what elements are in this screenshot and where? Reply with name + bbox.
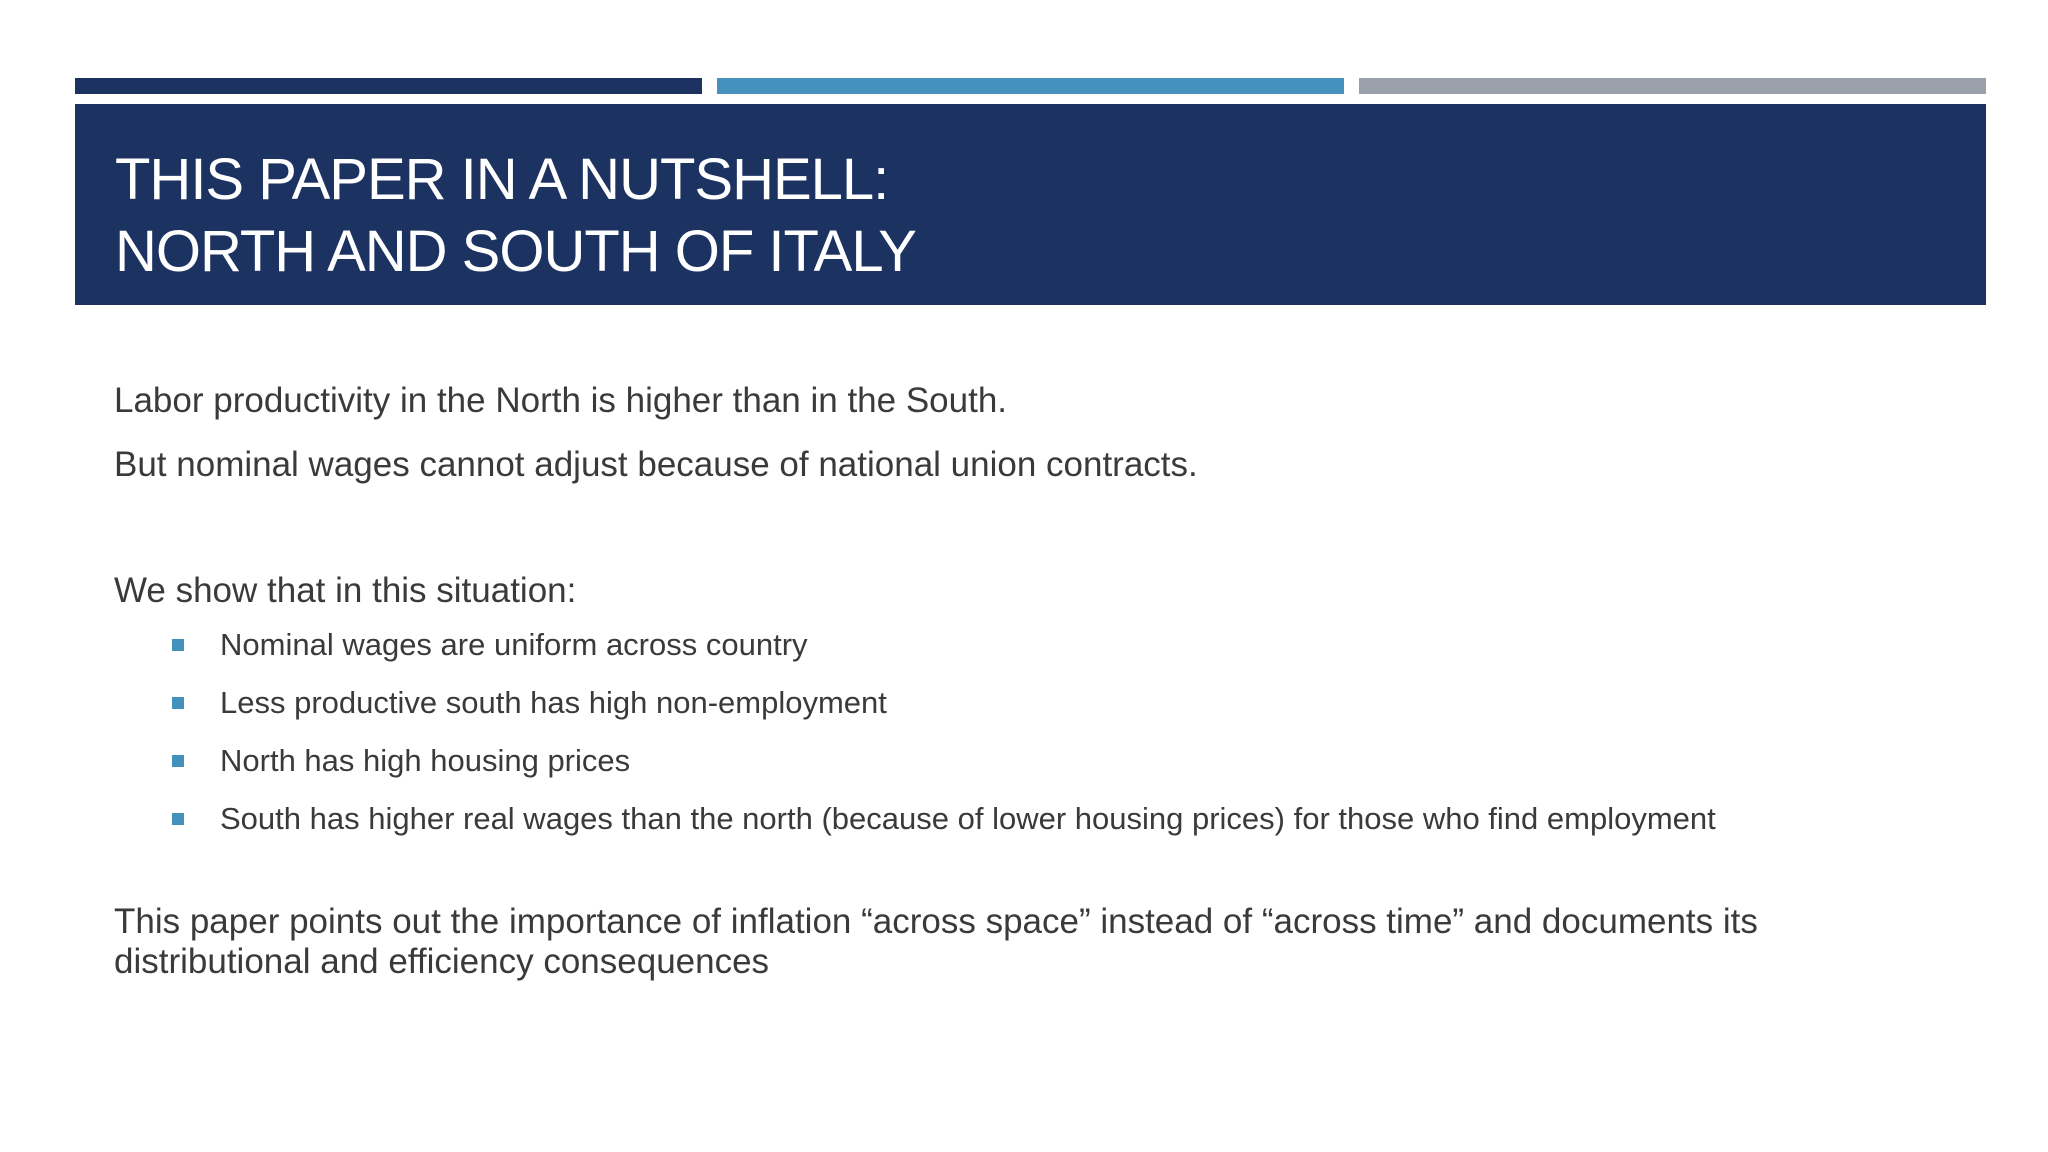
bullet-text: North has high housing prices	[220, 743, 631, 778]
slide-title-line-2: NORTH AND SOUTH OF ITALY	[115, 219, 916, 284]
bullet-text: Nominal wages are uniform across country	[220, 627, 808, 662]
slide-title-line-1: THIS PAPER IN A NUTSHELL:	[115, 147, 889, 212]
accent-bar-navy	[75, 78, 702, 94]
square-bullet-icon	[172, 755, 184, 767]
slide-body	[114, 380, 1974, 982]
title-band	[75, 104, 1986, 305]
paragraph-we-show: We show that in this situation:	[114, 571, 577, 610]
bullet-text: Less productive south has high non-employment	[220, 685, 887, 720]
list-item	[114, 684, 1974, 722]
square-bullet-icon	[172, 639, 184, 651]
square-bullet-icon	[172, 813, 184, 825]
list-item	[114, 742, 1974, 780]
square-bullet-icon	[172, 697, 184, 709]
paragraph-productivity: Labor productivity in the North is higher than in the South.	[114, 381, 1008, 420]
accent-bar-gray	[1359, 78, 1986, 94]
list-item	[114, 800, 1974, 838]
accent-bar-blue	[717, 78, 1344, 94]
list-item	[114, 626, 1974, 664]
bullet-list	[114, 626, 1974, 838]
paragraph-closing: This paper points out the importance of inflation “across space” instead of “across time” and documents its distributional and efficiency consequences	[114, 902, 1758, 981]
paragraph-nominal-wages: But nominal wages cannot adjust because of national union contracts.	[114, 445, 1198, 484]
bullet-text: South has higher real wages than the north (because of lower housing prices) for those who find employment	[220, 801, 1716, 836]
